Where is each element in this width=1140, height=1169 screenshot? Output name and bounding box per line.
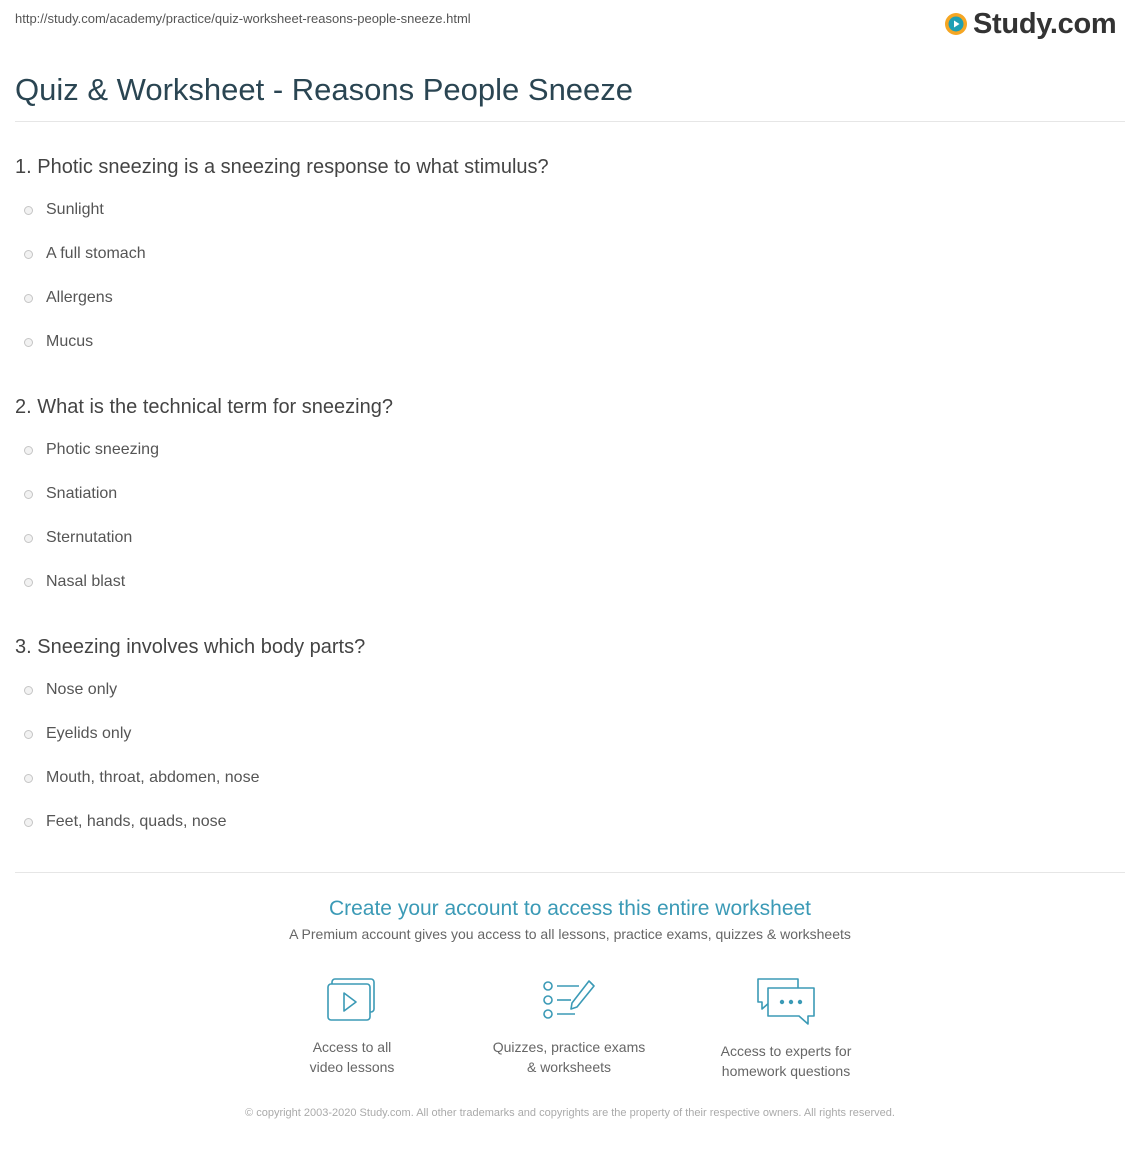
option-label: Eyelids only [46, 725, 132, 742]
question-3: 3. Sneezing involves which body parts? [15, 636, 366, 658]
q2-option-1[interactable] [24, 439, 159, 461]
option-label: Snatiation [46, 485, 118, 502]
feature-video-lessons [252, 976, 452, 1077]
option-label: Photic sneezing [46, 441, 159, 458]
q1-option-4[interactable] [24, 331, 93, 353]
feature-line-1: Access to experts for [720, 1043, 852, 1059]
radio-button[interactable] [24, 774, 33, 783]
option-label: A full stomach [46, 245, 146, 262]
q3-option-2[interactable] [24, 723, 131, 745]
radio-button[interactable] [24, 250, 33, 259]
q3-option-1[interactable] [24, 679, 117, 701]
feature-quizzes [469, 976, 669, 1077]
feature-line-2: & worksheets [526, 1059, 612, 1075]
option-label: Sunlight [46, 201, 104, 218]
copyright-footer: © copyright 2003-2020 Study.com. All other trademarks and copyrights are the property of their respective owners. All rights reserved. [245, 1107, 895, 1119]
study-logo[interactable] [944, 6, 1116, 42]
premium-description: A Premium account gives you access to all lessons, practice exams, quizzes & worksheets [289, 926, 851, 942]
radio-button[interactable] [24, 338, 33, 347]
q1-option-1[interactable] [24, 199, 104, 221]
option-label: Mucus [46, 333, 94, 350]
q3-option-4[interactable] [24, 811, 227, 833]
option-label: Allergens [46, 289, 113, 306]
q3-option-3[interactable] [24, 767, 259, 789]
radio-button[interactable] [24, 206, 33, 215]
page-title: Quiz & Worksheet - Reasons People Sneeze [15, 72, 634, 107]
option-label: Nasal blast [46, 573, 126, 590]
title-divider [15, 121, 1125, 122]
feature-line-2: video lessons [309, 1059, 395, 1075]
radio-button[interactable] [24, 730, 33, 739]
radio-button[interactable] [24, 578, 33, 587]
question-2: 2. What is the technical term for sneezing? [15, 396, 393, 418]
cta-divider [15, 872, 1125, 873]
q2-option-3[interactable] [24, 527, 132, 549]
q2-option-2[interactable] [24, 483, 117, 505]
radio-button[interactable] [24, 446, 33, 455]
feature-experts [686, 976, 886, 1081]
chat-experts-icon [754, 976, 818, 1028]
feature-line-1: Quizzes, practice exams [492, 1039, 646, 1055]
question-1: 1. Photic sneezing is a sneezing response to what stimulus? [15, 156, 549, 178]
quiz-checklist-icon [541, 976, 597, 1024]
option-label: Mouth, throat, abdomen, nose [46, 769, 260, 786]
q1-option-2[interactable] [24, 243, 146, 265]
logo-text: Study.com [973, 8, 1117, 40]
video-lessons-icon [325, 976, 379, 1024]
feature-line-1: Access to all [312, 1039, 392, 1055]
feature-line-2: homework questions [721, 1063, 851, 1079]
option-label: Feet, hands, quads, nose [46, 813, 227, 830]
option-label: Sternutation [46, 529, 133, 546]
study-logo-icon [944, 12, 968, 36]
radio-button[interactable] [24, 818, 33, 827]
page-url: http://study.com/academy/practice/quiz-worksheet-reasons-people-sneeze.html [15, 11, 471, 26]
q1-option-3[interactable] [24, 287, 113, 309]
radio-button[interactable] [24, 686, 33, 695]
radio-button[interactable] [24, 294, 33, 303]
create-account-link[interactable]: Create your account to access this entire worksheet [328, 897, 812, 920]
radio-button[interactable] [24, 534, 33, 543]
option-label: Nose only [46, 681, 118, 698]
q2-option-4[interactable] [24, 571, 125, 593]
radio-button[interactable] [24, 490, 33, 499]
